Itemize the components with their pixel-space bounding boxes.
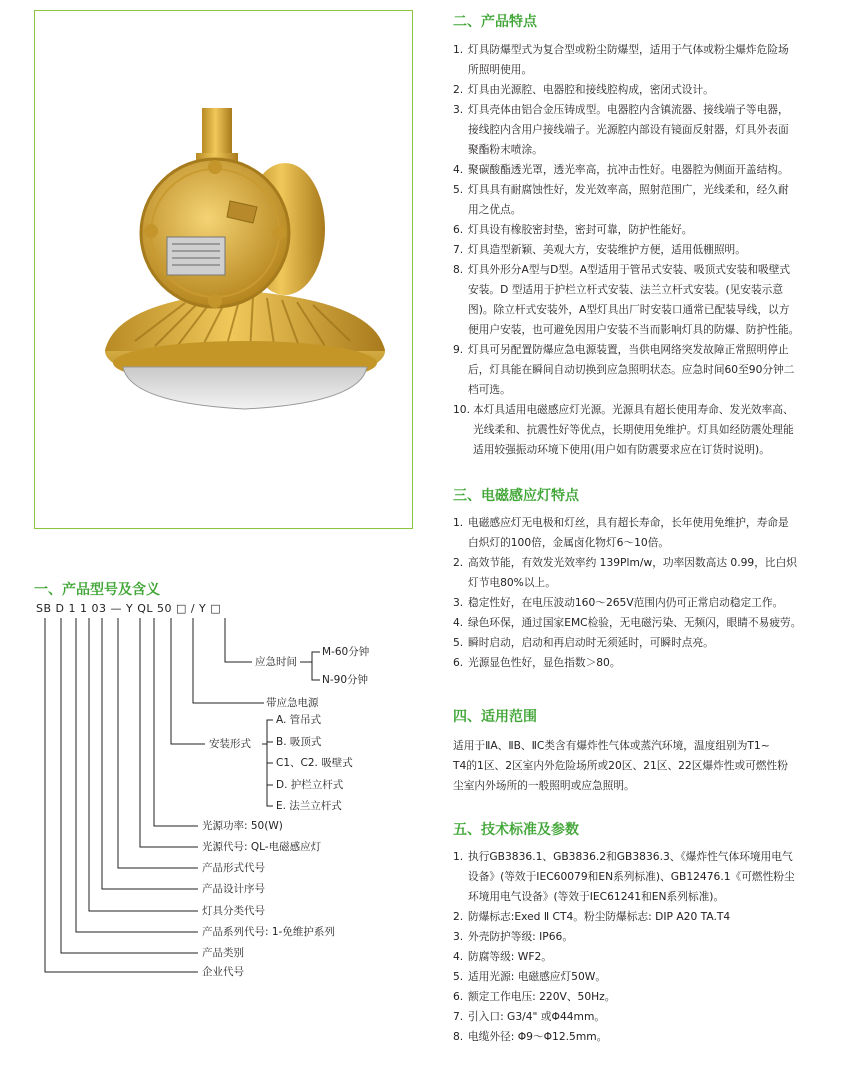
tree-emergency-power: 带应急电源 (266, 697, 319, 709)
list-item-line: 用之优点。 (468, 203, 522, 216)
list-item (453, 100, 837, 160)
list-item-line: 适用较强振动环境下使用(用户如有防震要求应在订货时说明)。 (473, 443, 770, 456)
list-item-number: 5. (453, 636, 464, 649)
list-item-line: 高效节能，有效发光效率约 139Plm/w，功率因数高达 0.99，比白炽 (468, 556, 797, 569)
list-item-line: 白炽灯的100倍，金属卤化物灯6～10倍。 (468, 536, 670, 549)
model-code: SB D 1 1 03 — Y QL 50 □ / Y □ (36, 602, 222, 615)
tree-item-class: 灯具分类代号 (202, 905, 265, 917)
tree-install-d: D. 护栏立杆式 (276, 779, 344, 791)
list-item (453, 240, 837, 260)
list-item (453, 513, 837, 553)
list-item (453, 340, 837, 400)
list-item-line: 安装。D 型适用于护栏立杆式安装、法兰立杆式安装。(见安装示意 (468, 283, 784, 296)
list-item (453, 1007, 837, 1027)
features-list (453, 40, 837, 460)
list-item-number: 3. (453, 103, 464, 116)
list-item-number: 4. (453, 950, 464, 963)
tree-install-a: A. 管吊式 (276, 714, 322, 726)
list-item-line: 后，灯具能在瞬间自动切换到应急照明状态。应急时间60至90分钟二 (468, 363, 795, 376)
list-item-number: 4. (453, 616, 464, 629)
list-item-line: 稳定性好，在电压波动160～265V范围内仍可正常启动稳定工作。 (468, 596, 784, 609)
list-item-line: 环境用电气设备》(等效于IEC61241和EN系列标准)。 (468, 890, 725, 903)
list-item-line: 瞬时启动，启动和再启动时无须延时，可瞬时点亮。 (468, 636, 714, 649)
list-item (453, 653, 837, 673)
section-scope-title: 四、适用范围 (453, 709, 537, 725)
list-item-line: 电磁感应灯无电极和灯丝，具有超长寿命，长年使用免维护，寿命是 (468, 516, 789, 529)
list-item (453, 400, 837, 460)
list-item-number: 5. (453, 183, 464, 196)
scope-text (453, 736, 837, 796)
tree-install-b: B. 吸顶式 (276, 736, 322, 748)
list-item-number: 7. (453, 243, 464, 256)
tree-m60: M-60分钟 (322, 646, 370, 658)
tree-install-c: C1、C2. 吸壁式 (276, 757, 353, 769)
tree-item-source: 光源代号: QL-电磁感应灯 (202, 841, 322, 853)
list-item-line: 电缆外径: Φ9～Φ12.5mm。 (468, 1030, 608, 1043)
tree-install-e: E. 法兰立杆式 (276, 800, 342, 812)
tree-item-category: 产品类别 (202, 947, 244, 959)
list-item-number: 1. (453, 516, 464, 529)
list-item (453, 180, 837, 220)
list-item-line: 灯具外形分A型与D型。A型适用于管吊式安装、吸顶式安装和吸壁式 (468, 263, 791, 276)
list-item-line: 设备》(等效于IEC60079和EN系列标准)、GB12476.1《可燃性粉尘 (468, 870, 795, 883)
list-item-number: 5. (453, 970, 464, 983)
list-item-number: 8. (453, 263, 464, 276)
list-item-line: 灯具防爆型式为复合型或粉尘防爆型，适用于气体或粉尘爆炸危险场 (468, 43, 789, 56)
list-item-line: 聚碳酸酯透光罩，透光率高，抗冲击性好。电器腔为侧面开盖结构。 (468, 163, 789, 176)
list-item (453, 613, 837, 633)
section-standards-title: 五、技术标准及参数 (453, 822, 579, 838)
list-item-number: 6. (453, 656, 464, 669)
list-item-line: 引入口: G3/4" 或Φ44mm。 (468, 1010, 606, 1023)
list-item-line: 所照明使用。 (468, 63, 533, 76)
list-item-line: 适用光源: 电磁感应灯50W。 (468, 970, 607, 983)
list-item-line: 防爆标志:Exed Ⅱ CT4。粉尘防爆标志: DIP A20 TA.T4 (468, 910, 731, 923)
list-item-line: 防腐等级: WF2。 (468, 950, 552, 963)
section-induction-title: 三、电磁感应灯特点 (453, 488, 579, 504)
list-item (453, 907, 837, 927)
list-item (453, 40, 837, 80)
list-item (453, 987, 837, 1007)
list-item (453, 220, 837, 240)
section-features-title: 二、产品特点 (453, 14, 537, 30)
section-model-title: 一、产品型号及含义 (34, 582, 160, 598)
list-item-line: 档可选。 (468, 383, 511, 396)
list-item-number: 1. (453, 850, 464, 863)
scope-line: 尘室内外场所的一般照明或应急照明。 (453, 779, 635, 792)
list-item-line: 灯节电80%以上。 (468, 576, 556, 589)
list-item-line: 灯具造型新颖、美观大方，安装维护方便，适用低棚照明。 (468, 243, 746, 256)
list-item-line: 图)。除立杆式安装外，A型灯具出厂时安装口通常已配装导线，以方 (468, 303, 790, 316)
tree-item-power: 光源功率: 50(W) (202, 820, 283, 832)
list-item-line: 灯具由光源腔、电器腔和接线腔构成，密闭式设计。 (468, 83, 714, 96)
list-item (453, 967, 837, 987)
list-item-line: 聚酯粉末喷涂。 (468, 143, 543, 156)
list-item-line: 灯具壳体由铝合金压铸成型。电器腔内含镇流器、接线端子等电器， (468, 103, 789, 116)
tree-item-series: 产品系列代号: 1-免维护系列 (202, 926, 335, 938)
list-item (453, 1027, 837, 1047)
list-item-number: 3. (453, 930, 464, 943)
list-item-number: 6. (453, 223, 464, 236)
list-item-number: 4. (453, 163, 464, 176)
list-item-line: 绿色环保，通过国家EMC检验，无电磁污染、无频闪，眼睛不易疲劳。 (468, 616, 802, 629)
list-item-number: 10. (453, 403, 470, 416)
scope-line: T4的1区、2区室内外危险场所或20区、21区、22区爆炸性或可燃性粉 (453, 759, 788, 772)
list-item-line: 光线柔和、抗震性好等优点，长期使用免维护。灯具如经防震处理能 (473, 423, 794, 436)
list-item-line: 外壳防护等级: IP66。 (468, 930, 574, 943)
list-item-number: 8. (453, 1030, 464, 1043)
list-item-line: 额定工作电压: 220V、50Hz。 (468, 990, 616, 1003)
list-item-number: 2. (453, 556, 464, 569)
list-item (453, 847, 837, 907)
list-item (453, 160, 837, 180)
list-item-number: 2. (453, 83, 464, 96)
list-item-line: 光源显色性好，显色指数＞80。 (468, 656, 621, 669)
tree-n90: N-90分钟 (322, 674, 369, 686)
list-item-line: 便用户安装，也可避免因用户安装不当而影响灯具的防爆、防护性能。 (468, 323, 800, 336)
list-item (453, 593, 837, 613)
list-item-line: 本灯具适用电磁感应灯光源。光源具有超长使用寿命、发光效率高、 (473, 403, 794, 416)
tree-item-company: 企业代号 (202, 966, 244, 978)
tree-emergency-time: 应急时间 (255, 656, 297, 668)
list-item-line: 灯具可另配置防爆应急电源装置，当供电网络突发故障正常照明停止 (468, 343, 789, 356)
tree-install-form: 安装形式 (209, 738, 251, 750)
tree-item-design: 产品设计序号 (202, 883, 265, 895)
scope-line: 适用于ⅡA、ⅡB、ⅡC类含有爆炸性气体或蒸汽环境，温度组别为T1~ (453, 739, 770, 752)
tree-item-form: 产品形式代号 (202, 862, 265, 874)
list-item-line: 灯具具有耐腐蚀性好，发光效率高，照射范围广，光线柔和，经久耐 (468, 183, 789, 196)
list-item (453, 553, 837, 593)
list-item (453, 80, 837, 100)
list-item-number: 2. (453, 910, 464, 923)
list-item-line: 接线腔内含用户接线端子。光源腔内部设有镜面反射器，灯具外表面 (468, 123, 789, 136)
list-item-line: 执行GB3836.1、GB3836.2和GB3836.3、《爆炸性气体环境用电气 (468, 850, 793, 863)
list-item-number: 9. (453, 343, 464, 356)
list-item (453, 633, 837, 653)
list-item (453, 947, 837, 967)
list-item-number: 7. (453, 1010, 464, 1023)
list-item (453, 927, 837, 947)
standards-list (453, 847, 837, 1047)
list-item-number: 6. (453, 990, 464, 1003)
list-item-number: 3. (453, 596, 464, 609)
list-item-line: 灯具设有橡胶密封垫，密封可靠，防护性能好。 (468, 223, 693, 236)
induction-list (453, 513, 837, 673)
list-item (453, 260, 837, 340)
list-item-number: 1. (453, 43, 464, 56)
